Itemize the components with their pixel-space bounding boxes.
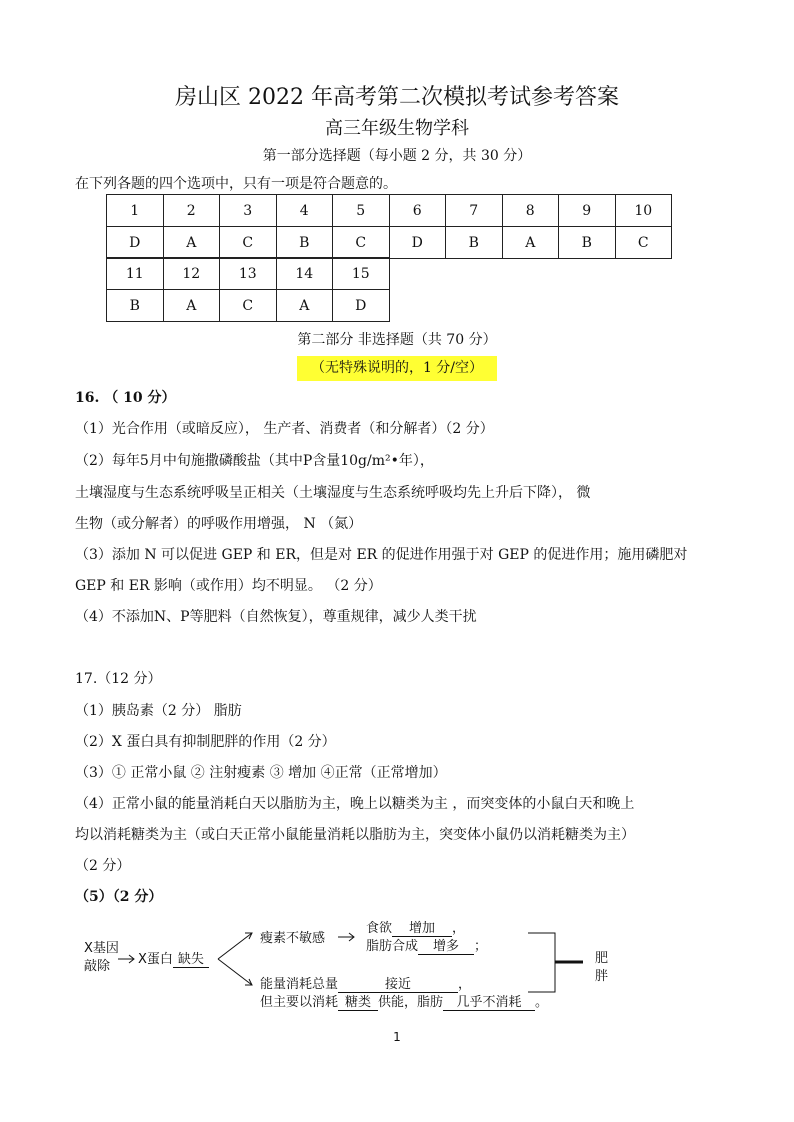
question-number: 14 — [276, 258, 333, 290]
arrow-to-leptin — [218, 933, 252, 959]
leptin-insensitive-label: 瘦素不敏感 — [260, 931, 326, 946]
q17-answer-5: （5）（2 分） — [75, 889, 163, 905]
question-number: 11 — [107, 258, 164, 290]
instruction-text: 在下列各题的四个选项中，只有一项是符合题意的。 — [75, 176, 397, 192]
table-row — [107, 195, 672, 227]
answer-cell: C — [220, 290, 277, 322]
q16-heading: 16. （ 10 分） — [75, 390, 176, 406]
main-mid: 供能，脂肪 — [378, 995, 444, 1010]
appetite-line — [366, 917, 465, 937]
fat-synthesis-line — [366, 935, 487, 955]
table-row — [107, 227, 672, 259]
q16-answer-3: （3）添加 N 可以促进 GEP 和 ER，但是对 ER 的促进作用强于对 GEP 的促进作用；施用磷肥对 — [75, 547, 688, 563]
answer-table-2 — [106, 257, 390, 322]
q17-answer-1: （1）胰岛素（2 分） 脂肪 — [75, 703, 242, 719]
q17-heading: 17.（12 分） — [75, 671, 162, 687]
answer-cell: C — [220, 227, 277, 259]
q16-answer-3-cont: GEP 和 ER 影响（或作用）均不明显。 （2 分） — [75, 578, 382, 594]
fat-blank: 增多 — [418, 935, 474, 955]
q16-answer-1: （1）光合作用（或暗反应）， 生产者、消费者（和分解者）（2 分） — [75, 421, 494, 437]
main-prefix: 但主要以消耗 — [260, 995, 339, 1010]
page-subtitle: 高三年级生物学科 — [325, 118, 469, 139]
question-number: 8 — [502, 195, 559, 227]
question-number: 4 — [276, 195, 333, 227]
q17-answer-3: （3）① 正常小鼠 ② 注射瘦素 ③ 增加 ④正常（正常增加） — [75, 765, 447, 781]
x-protein-prefix: X蛋白 — [138, 952, 173, 967]
fat-suffix: ； — [474, 939, 488, 954]
scoring-note: （无特殊说明的，1 分/空） — [297, 356, 497, 381]
bracket-line — [528, 933, 555, 992]
question-number: 7 — [446, 195, 503, 227]
question-number: 3 — [220, 195, 277, 227]
energy-consumption-line — [260, 973, 471, 993]
answer-cell: A — [276, 290, 333, 322]
question-number: 10 — [615, 195, 672, 227]
part2-heading: 第二部分 非选择题（共 70 分） — [297, 332, 497, 348]
q16-answer-4: （4）不添加N、P等肥料（自然恢复），尊重规律，减少人类干扰 — [75, 609, 477, 625]
answer-cell: C — [333, 227, 390, 259]
question-number: 15 — [333, 258, 390, 290]
x-protein-label — [138, 948, 209, 968]
part1-heading: 第一部分选择题（每小题 2 分，共 30 分） — [262, 148, 532, 164]
q17-answer-4: （4）正常小鼠的能量消耗白天以脂肪为主，晚上以糖类为主 ，而突变体的小鼠白天和晚上 — [75, 796, 635, 812]
main-energy-source-line — [260, 991, 548, 1011]
question-number: 1 — [107, 195, 164, 227]
table-row — [107, 258, 390, 290]
answer-cell: A — [502, 227, 559, 259]
answer-cell: C — [615, 227, 672, 259]
answer-table-1 — [106, 194, 672, 259]
appetite-blank: 增加 — [392, 917, 452, 937]
q17-answer-4-score: （2 分） — [75, 858, 131, 874]
page-title: 房山区 2022 年高考第二次模拟考试参考答案 — [175, 85, 619, 110]
x-protein-blank: 缺失 — [173, 948, 209, 968]
fat-prefix: 脂肪合成 — [366, 939, 419, 954]
question-number: 6 — [389, 195, 446, 227]
answer-cell: D — [389, 227, 446, 259]
q16-answer-2: （2）每年5月中旬施撒磷酸盐（其中P含量10g/m²•年）， — [75, 453, 434, 469]
energy-suffix: ， — [458, 977, 472, 992]
answer-cell: B — [446, 227, 503, 259]
main-blank-2: 几乎不消耗 — [443, 991, 535, 1011]
answer-cell: B — [107, 290, 164, 322]
main-suffix: 。 — [535, 995, 549, 1010]
q16-answer-2-cont: 土壤湿度与生态系统呼吸呈正相关（土壤湿度与生态系统呼吸均先上升后下降）， 微 — [75, 485, 591, 501]
question-number: 9 — [559, 195, 616, 227]
main-blank-1: 糖类 — [338, 991, 378, 1011]
appetite-suffix: ， — [452, 921, 466, 936]
appetite-prefix: 食欲 — [366, 921, 393, 936]
knockout-label: 敲除 — [84, 959, 111, 974]
answer-cell: B — [276, 227, 333, 259]
question-number: 13 — [220, 258, 277, 290]
answer-cell: A — [163, 290, 220, 322]
question-number: 5 — [333, 195, 390, 227]
arrow-to-energy — [218, 959, 252, 985]
answer-cell: A — [163, 227, 220, 259]
answer-cell: D — [107, 227, 164, 259]
obesity-flow-diagram — [70, 905, 730, 1020]
obese-label-1: 肥 — [595, 951, 609, 966]
energy-blank: 接近 — [338, 973, 458, 993]
answer-cell: D — [333, 290, 390, 322]
page-number: 1 — [393, 1030, 401, 1044]
energy-prefix: 能量消耗总量 — [260, 977, 339, 992]
answer-cell: B — [559, 227, 616, 259]
q17-answer-4-cont: 均以消耗糖类为主（或白天正常小鼠能量消耗以脂肪为主，突变体小鼠仍以消耗糖类为主） — [75, 827, 635, 843]
x-gene-label: X基因 — [84, 941, 119, 956]
question-number: 12 — [163, 258, 220, 290]
obese-label-2: 胖 — [595, 969, 609, 984]
table-row — [107, 290, 390, 322]
q17-answer-2: （2）X 蛋白具有抑制肥胖的作用（2 分） — [75, 734, 336, 750]
q16-answer-2-cont2: 生物（或分解者）的呼吸作用增强， N （氮） — [75, 516, 363, 532]
question-number: 2 — [163, 195, 220, 227]
